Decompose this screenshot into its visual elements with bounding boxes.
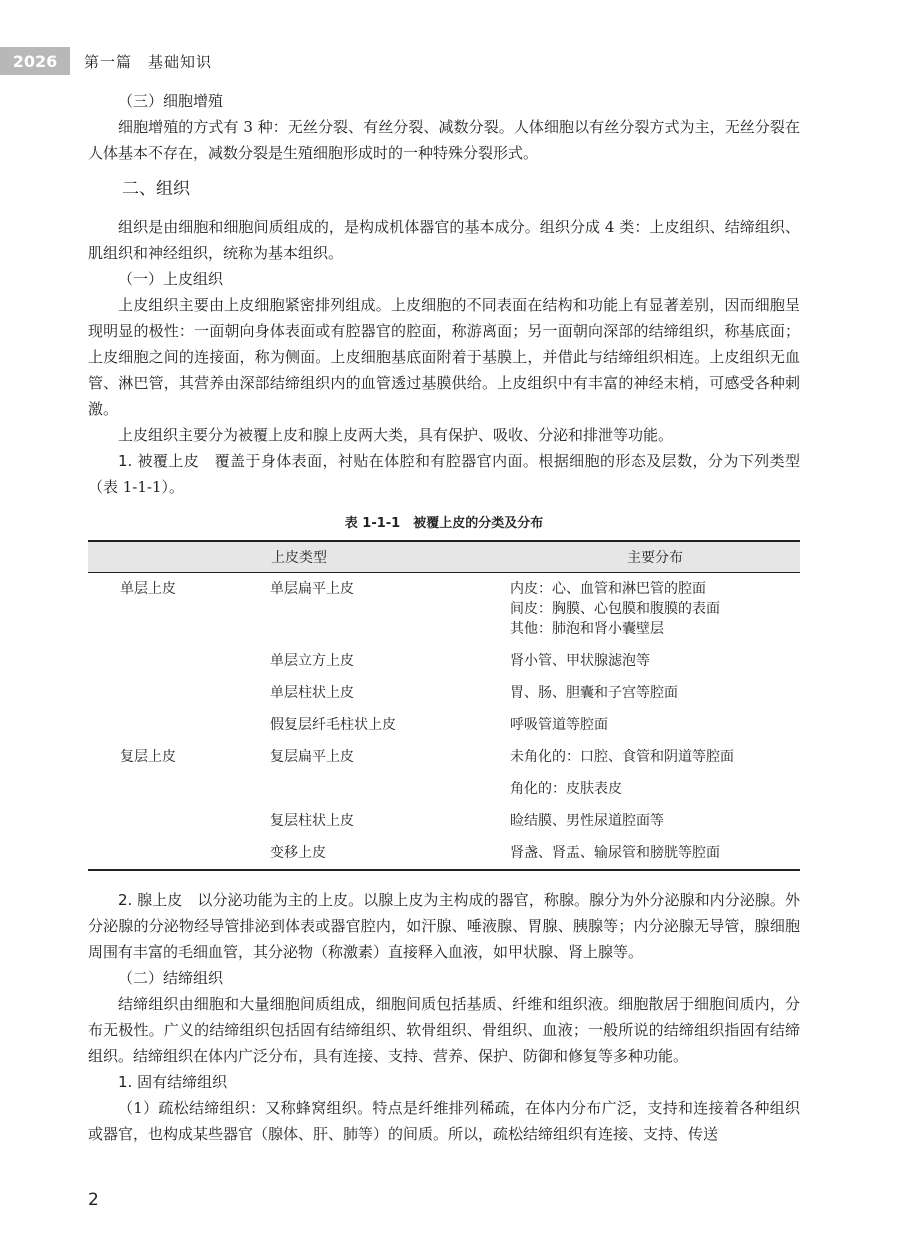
distribution-line: 未角化的：口腔、食管和阴道等腔面 xyxy=(510,749,734,765)
paragraph xyxy=(88,887,800,965)
distribution-line: 角化的：皮肤表皮 xyxy=(510,781,622,797)
heading-proper-connective-tissue: 1. 固有结缔组织 xyxy=(118,1073,228,1091)
paragraph-text: 以分泌功能为主的上皮。以腺上皮为主构成的器官，称腺。腺分为外分泌腺和内分泌腺。外分泌腺的分泌物经导管排泌到体表或器官腔内，如汗腺、唾液腺、胃腺、胰腺等；内分泌腺无导管，腺细胞周围有丰富的毛细血管，其分泌物（称激素）直接释入血液，如甲状腺、肾上腺等。 xyxy=(88,891,800,961)
paragraph xyxy=(88,448,800,500)
distribution-line: 内皮：心、血管和淋巴管的腔面 xyxy=(510,581,706,597)
cell-group xyxy=(88,645,270,677)
distribution-line: 肾盏、肾盂、输尿管和膀胱等腔面 xyxy=(510,845,720,861)
cell-group xyxy=(88,805,270,837)
distribution-line: 呼吸管道等腔面 xyxy=(510,717,608,733)
cell-group: 单层上皮 xyxy=(120,581,176,597)
epithelium-table xyxy=(88,540,800,871)
heading-tissue: 二、组织 xyxy=(122,179,190,199)
table-row xyxy=(88,709,800,741)
table-row xyxy=(88,645,800,677)
cell-group xyxy=(88,837,270,870)
cell-distribution xyxy=(510,773,800,805)
cell-distribution xyxy=(510,677,800,709)
cell-type: 单层柱状上皮 xyxy=(270,685,354,701)
table-caption: 表 1-1-1 被覆上皮的分类及分布 xyxy=(344,516,544,531)
paragraph: 上皮组织主要由上皮细胞紧密排列组成。上皮细胞的不同表面在结构和功能上有显著差别，因而细胞呈现明显的极性：一面朝向身体表面或有腔器官的腔面，称游离面；另一面朝向深部的结缔组织，称基底面；上皮细胞之间的连接面，称为侧面。上皮细胞基底面附着于基膜上，并借此与结缔组织相连。上皮组织无血管、淋巴管，其营养由深部结缔组织内的血管透过基膜供给。上皮组织中有丰富的神经末梢，可感受各种刺激。 xyxy=(88,296,800,418)
paragraph: 细胞增殖的方式有 3 种：无丝分裂、有丝分裂、减数分裂。人体细胞以有丝分裂方式为主，无丝分裂在人体基本不存在，减数分裂是生殖细胞形成时的一种特殊分裂形式。 xyxy=(88,118,800,162)
cell-group xyxy=(88,677,270,709)
distribution-line: 间皮：胸膜、心包膜和腹膜的表面 xyxy=(510,601,720,617)
table-row xyxy=(88,837,800,870)
table-header-type: 上皮类型 xyxy=(88,541,510,573)
cell-type: 假复层纤毛柱状上皮 xyxy=(270,717,396,733)
table-row xyxy=(88,773,800,805)
page-header xyxy=(0,47,212,75)
cell-type: 单层立方上皮 xyxy=(270,653,354,669)
table-row xyxy=(88,573,800,646)
year-tab: 2026 xyxy=(0,47,70,75)
cell-group xyxy=(88,773,270,805)
paragraph: 结缔组织由细胞和大量细胞间质组成，细胞间质包括基质、纤维和组织液。细胞散居于细胞间质内，分布无极性。广义的结缔组织包括固有结缔组织、软骨组织、骨组织、血液；一般所说的结缔组织指固有结缔组织。结缔组织在体内广泛分布，具有连接、支持、营养、保护、防御和修复等多种功能。 xyxy=(88,995,800,1065)
paragraph: 上皮组织主要分为被覆上皮和腺上皮两大类，具有保护、吸收、分泌和排泄等功能。 xyxy=(118,426,674,444)
cell-type xyxy=(270,773,510,805)
cell-distribution xyxy=(510,837,800,870)
cell-type: 变移上皮 xyxy=(270,837,510,870)
cell-distribution xyxy=(510,645,800,677)
table-header-row xyxy=(88,541,800,573)
heading-cell-proliferation: （三）细胞增殖 xyxy=(118,92,224,110)
page-number: 2 xyxy=(88,1190,99,1210)
paragraph-text: 覆盖于身体表面，衬贴在体腔和有腔器官内面。根据细胞的形态及层数，分为下列类型（表 1-1-1）。 xyxy=(88,452,800,496)
cell-type: 单层扁平上皮 xyxy=(270,581,354,597)
heading-epithelium: （一）上皮组织 xyxy=(118,270,224,288)
heading-connective-tissue: （二）结缔组织 xyxy=(118,969,224,987)
cell-distribution xyxy=(510,709,800,741)
cell-group: 复层上皮 xyxy=(120,749,176,765)
cell-distribution xyxy=(510,741,800,773)
paragraph: 组织是由细胞和细胞间质组成的，是构成机体器官的基本成分。组织分成 4 类：上皮组织、结缔组织、肌组织和神经组织，统称为基本组织。 xyxy=(88,218,800,262)
paragraph: （1）疏松结缔组织：又称蜂窝组织。特点是纤维排列稀疏，在体内分布广泛，支持和连接着各种组织或器官，也构成某些器官（腺体、肝、肺等）的间质。所以，疏松结缔组织有连接、支持、传送 xyxy=(88,1099,800,1143)
distribution-line: 肾小管、甲状腺滤泡等 xyxy=(510,653,650,669)
table-row xyxy=(88,677,800,709)
cell-type: 复层扁平上皮 xyxy=(270,749,354,765)
distribution-line: 胃、肠、胆囊和子宫等腔面 xyxy=(510,685,678,701)
table-header-distribution: 主要分布 xyxy=(510,541,800,573)
cell-distribution xyxy=(510,805,800,837)
distribution-line: 其他：肺泡和肾小囊壁层 xyxy=(510,621,664,637)
table-row xyxy=(88,741,800,773)
cell-type: 复层柱状上皮 xyxy=(270,813,354,829)
run-in-heading: 1. 被覆上皮 xyxy=(118,452,200,470)
cell-distribution xyxy=(510,573,800,646)
distribution-line: 睑结膜、男性尿道腔面等 xyxy=(510,813,664,829)
page-content xyxy=(88,88,800,1147)
chapter-title: 第一篇 基础知识 xyxy=(84,52,213,71)
table-row xyxy=(88,805,800,837)
run-in-heading: 2. 腺上皮 xyxy=(118,891,183,909)
cell-group xyxy=(88,709,270,741)
